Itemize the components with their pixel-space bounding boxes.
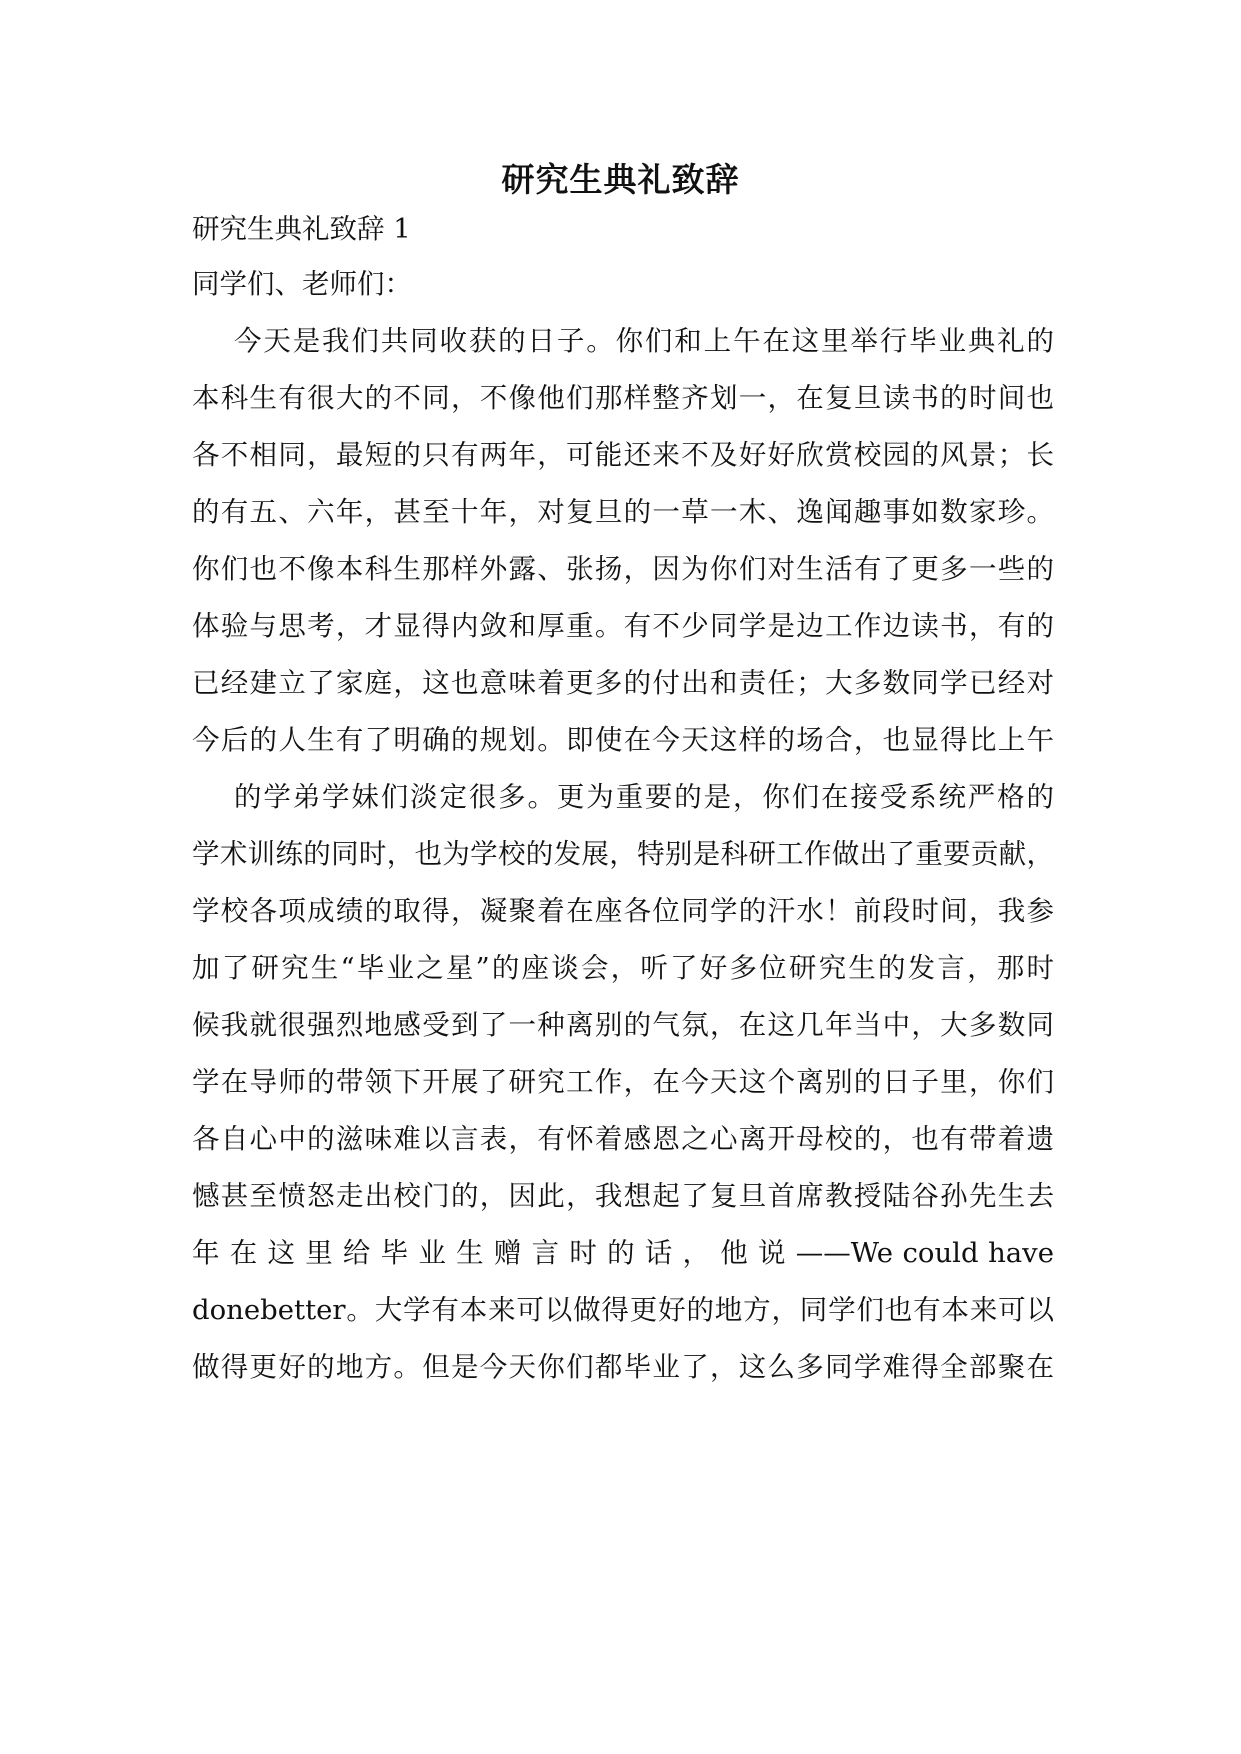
- paragraph-line: 各自心中的滋味难以言表，有怀着感恩之心离开母校的，也有带着遗: [192, 1123, 1054, 1155]
- paragraph-line: donebetter。大学有本来可以做得更好的地方，同学们也有本来可以: [192, 1294, 1054, 1326]
- paragraph-line: 你们也不像本科生那样外露、张扬，因为你们对生活有了更多一些的: [192, 553, 1054, 585]
- paragraph-line: 各不相同，最短的只有两年，可能还来不及好好欣赏校园的风景；长: [192, 439, 1054, 471]
- section-heading: 研究生典礼致辞 1: [192, 213, 411, 245]
- paragraph-line: 做得更好的地方。但是今天你们都毕业了，这么多同学难得全部聚在: [192, 1351, 1054, 1383]
- paragraph-line: 体验与思考，才显得内敛和厚重。有不少同学是边工作边读书，有的: [192, 610, 1054, 642]
- document-title: 研究生典礼致辞: [501, 160, 740, 199]
- paragraph-line: 的有五、六年，甚至十年，对复旦的一草一木、逸闻趣事如数家珍。: [192, 496, 1054, 528]
- paragraph-line: 今天是我们共同收获的日子。你们和上午在这里举行毕业典礼的: [234, 325, 1054, 357]
- paragraph-line: 学在导师的带领下开展了研究工作，在今天这个离别的日子里，你们: [192, 1066, 1054, 1098]
- paragraph-line: 学校各项成绩的取得，凝聚着在座各位同学的汗水！前段时间，我参: [192, 895, 1054, 927]
- paragraph-line: 本科生有很大的不同，不像他们那样整齐划一，在复旦读书的时间也: [192, 382, 1054, 414]
- paragraph-line: 已经建立了家庭，这也意味着更多的付出和责任；大多数同学已经对: [192, 667, 1054, 699]
- paragraph-line: 今后的人生有了明确的规划。即使在今天这样的场合，也显得比上午: [192, 724, 1054, 756]
- paragraph-line: 候我就很强烈地感受到了一种离别的气氛，在这几年当中，大多数同: [192, 1009, 1054, 1041]
- paragraph-line: 的学弟学妹们淡定很多。更为重要的是，你们在接受系统严格的: [234, 781, 1054, 813]
- paragraph-line: 年 在 这 里 给 毕 业 生 赠 言 时 的 话 ， 他 说 ——We could have: [192, 1237, 1054, 1269]
- salutation: 同学们、老师们：: [192, 268, 412, 300]
- paragraph-line: 学术训练的同时，也为学校的发展，特别是科研工作做出了重要贡献，: [192, 838, 1054, 870]
- paragraph-line: 憾甚至愤怒走出校门的，因此，我想起了复旦首席教授陆谷孙先生去: [192, 1180, 1054, 1212]
- paragraph-line: 加了研究生“毕业之星”的座谈会，听了好多位研究生的发言，那时: [192, 952, 1054, 984]
